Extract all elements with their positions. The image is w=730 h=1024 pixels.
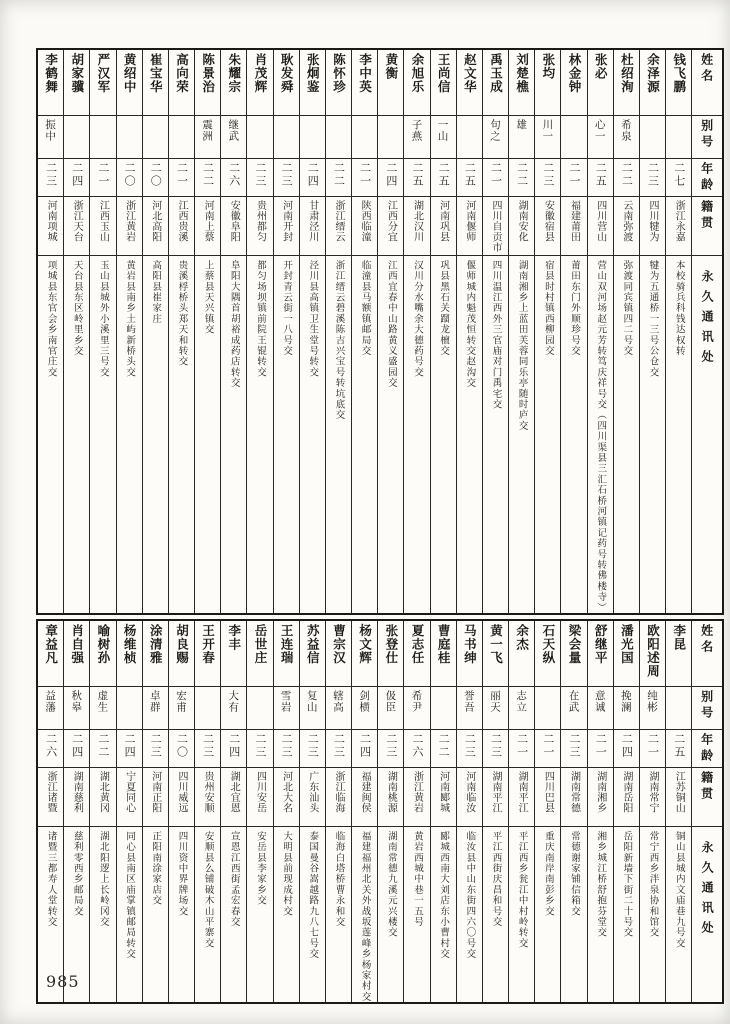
person-age: 二一 bbox=[594, 733, 608, 760]
person-name: 胡家骥 bbox=[69, 53, 85, 94]
person-age: 二七 bbox=[672, 162, 686, 188]
person-age: 二一 bbox=[175, 162, 189, 188]
person-address: 上蔡县天兴镇交 bbox=[202, 260, 214, 335]
person-alias: 子燕 bbox=[410, 119, 423, 142]
person-alias: 心一 bbox=[593, 119, 606, 142]
person-name: 马书绅 bbox=[462, 624, 478, 665]
person-column bbox=[220, 621, 246, 1002]
person-column bbox=[246, 621, 272, 1002]
person-column bbox=[142, 621, 168, 1002]
person-address: 常宁西乡泮泉协和馆交 bbox=[647, 831, 659, 939]
person-name: 李鹤舞 bbox=[43, 53, 59, 94]
person-alias: 继武 bbox=[227, 119, 240, 142]
person-name: 余泽源 bbox=[645, 53, 661, 94]
person-name: 李丰 bbox=[226, 624, 242, 652]
person-address: 常德谢家铺信箱交 bbox=[569, 831, 581, 917]
person-address: 临潼县马额镇邮局交 bbox=[359, 260, 371, 357]
person-age: 二三 bbox=[44, 162, 58, 188]
person-column bbox=[194, 621, 220, 1002]
person-column bbox=[508, 621, 534, 1002]
person-name: 高向荣 bbox=[174, 53, 190, 94]
person-column bbox=[246, 50, 272, 613]
person-column bbox=[220, 50, 246, 613]
person-origin: 四川犍为 bbox=[647, 200, 659, 242]
person-age: 二一 bbox=[515, 733, 529, 760]
person-alias: 剑横 bbox=[358, 690, 371, 714]
person-column bbox=[403, 50, 429, 613]
person-column bbox=[639, 621, 665, 1002]
person-column bbox=[639, 50, 665, 613]
person-origin: 江西玉山 bbox=[97, 200, 109, 242]
person-address: 项城县东官会乡南官庄交 bbox=[45, 260, 57, 378]
person-origin: 湖南安化 bbox=[516, 200, 528, 242]
person-column bbox=[534, 621, 560, 1002]
person-name: 梁会量 bbox=[567, 624, 583, 665]
header-column bbox=[691, 621, 722, 1002]
person-alias: 希尹 bbox=[410, 690, 423, 714]
person-age: 二五 bbox=[594, 162, 608, 188]
person-age: 二一 bbox=[568, 162, 582, 188]
person-column bbox=[560, 621, 586, 1002]
person-address: 平江西乡瓮江中村岭转交 bbox=[516, 831, 528, 949]
person-name: 苏益信 bbox=[305, 624, 321, 665]
person-origin: 贵州都匀 bbox=[254, 200, 266, 242]
person-alias: 复山 bbox=[305, 690, 318, 714]
person-origin: 江苏铜山 bbox=[673, 771, 685, 814]
person-age: 二四 bbox=[306, 162, 320, 188]
person-address: 巩县黑石关蹓龙檀交 bbox=[438, 260, 450, 357]
person-age: 二三 bbox=[280, 162, 294, 188]
person-address: 郾城西南大刘店东小曹村交 bbox=[438, 831, 450, 960]
person-address: 大明县前现成村交 bbox=[281, 831, 293, 917]
person-alias: 宏甫 bbox=[174, 690, 187, 714]
person-age: 二三 bbox=[541, 162, 555, 188]
person-column bbox=[116, 50, 142, 613]
person-alias: 卓群 bbox=[148, 690, 161, 714]
person-origin: 四川安岳 bbox=[254, 771, 266, 814]
person-origin: 河南偃师 bbox=[463, 200, 475, 242]
person-address: 同心县南区庙掌镇邮局转交 bbox=[124, 831, 136, 960]
person-alias: 希泉 bbox=[619, 119, 632, 142]
person-column bbox=[613, 621, 639, 1002]
person-origin: 湖南平江 bbox=[490, 771, 501, 814]
header-name: 姓名 bbox=[699, 53, 714, 85]
person-column bbox=[534, 50, 560, 613]
person-age: 二六 bbox=[44, 733, 58, 760]
person-name: 钱飞鹏 bbox=[671, 53, 687, 94]
person-origin: 江西贵溪 bbox=[175, 200, 187, 242]
person-address: 黄岩县南乡土屿新桥头交 bbox=[124, 260, 136, 378]
person-origin: 湖北宜恩 bbox=[228, 771, 240, 814]
person-origin: 湖南常宁 bbox=[647, 771, 659, 814]
person-name: 张均 bbox=[540, 53, 556, 80]
person-name: 黄绍中 bbox=[122, 53, 138, 94]
header-age: 年龄 bbox=[699, 162, 714, 194]
person-column bbox=[482, 50, 508, 613]
person-alias: 在武 bbox=[567, 690, 580, 714]
person-column bbox=[273, 50, 299, 613]
person-alias: 志立 bbox=[515, 690, 528, 714]
person-name: 李昆 bbox=[671, 624, 687, 652]
person-name: 崔宝华 bbox=[148, 53, 164, 94]
person-origin: 河北大名 bbox=[280, 771, 292, 814]
person-alias: 丽天 bbox=[489, 690, 501, 714]
person-column bbox=[116, 621, 142, 1002]
person-age: 二六 bbox=[410, 733, 424, 760]
person-name: 林金钟 bbox=[567, 53, 583, 94]
person-age: 二五 bbox=[410, 162, 424, 188]
person-age: 二一 bbox=[489, 162, 503, 188]
person-column bbox=[168, 50, 194, 613]
person-age: 二〇 bbox=[149, 162, 163, 188]
person-address: 天台县东区岭里乡交 bbox=[71, 260, 83, 357]
person-origin: 浙江天台 bbox=[71, 200, 83, 242]
person-column bbox=[299, 50, 325, 613]
header-origin: 籍贯 bbox=[699, 200, 714, 232]
person-address: 弥渡同宾镇四二号交 bbox=[621, 260, 633, 357]
person-origin: 宁夏同心 bbox=[123, 771, 135, 814]
person-age: 二一 bbox=[96, 162, 110, 188]
person-address: 平江西街庆昌和号交 bbox=[490, 831, 502, 928]
person-name: 黄衡 bbox=[383, 53, 399, 80]
person-column bbox=[560, 50, 586, 613]
person-alias: 振中 bbox=[44, 119, 57, 142]
person-origin: 湖北汉川 bbox=[411, 200, 423, 242]
person-name: 禹玉成 bbox=[488, 53, 504, 94]
person-address: 诸暨三都寿人堂转交 bbox=[45, 831, 57, 928]
person-origin: 四川营山 bbox=[594, 200, 606, 242]
person-name: 朱耀宗 bbox=[226, 53, 242, 94]
person-name: 耿发舜 bbox=[279, 53, 295, 94]
person-column bbox=[325, 50, 351, 613]
person-address: 黄岩西城中巷一五号 bbox=[411, 831, 423, 928]
roster-band-bottom bbox=[36, 619, 724, 1004]
person-origin: 安徽宿县 bbox=[542, 200, 554, 242]
person-age: 二〇 bbox=[175, 733, 189, 760]
person-address: 都匀场坝镇前院王锟转交 bbox=[254, 260, 266, 378]
person-address: 贵溪桴桥头郑天和转交 bbox=[176, 260, 188, 367]
person-address: 湖南常德九溪元兴楼交 bbox=[385, 831, 397, 939]
person-age: 二三 bbox=[280, 733, 294, 760]
person-alias: 震洲 bbox=[201, 119, 214, 142]
person-column bbox=[168, 621, 194, 1002]
person-origin: 浙江黄岩 bbox=[411, 771, 423, 814]
person-age: 二二 bbox=[96, 733, 110, 760]
person-address: 莆田东门外顺珍号交 bbox=[569, 260, 581, 357]
person-alias: 川一 bbox=[541, 119, 554, 142]
person-name: 严汉军 bbox=[95, 53, 111, 94]
person-address: 四川温江西外三官庙对门禹宅交 bbox=[490, 260, 502, 410]
person-column bbox=[482, 621, 508, 1002]
person-address: 阜阳大隅首胡裕成药店转交 bbox=[228, 260, 240, 389]
person-origin: 福建闽侯 bbox=[359, 771, 371, 814]
person-alias: 誉吾 bbox=[462, 690, 475, 714]
person-age: 二五 bbox=[463, 162, 477, 188]
person-origin: 四川巴县 bbox=[542, 771, 554, 814]
person-origin: 河南开封 bbox=[280, 200, 292, 242]
person-age: 二三 bbox=[306, 733, 320, 760]
person-column bbox=[63, 621, 89, 1002]
person-age: 二一 bbox=[358, 162, 372, 188]
person-origin: 浙江诸暨 bbox=[45, 771, 57, 814]
header-address: 永久通讯处 bbox=[700, 841, 715, 942]
header-name: 姓名 bbox=[699, 624, 714, 657]
header-alias: 别号 bbox=[699, 690, 714, 723]
person-origin: 湖南平江 bbox=[516, 771, 528, 814]
person-age: 二四 bbox=[123, 733, 137, 760]
person-name: 张登仕 bbox=[383, 624, 399, 665]
person-column bbox=[377, 50, 403, 613]
person-name: 李中英 bbox=[357, 53, 373, 94]
person-age: 二二 bbox=[201, 162, 215, 188]
header-alias: 别号 bbox=[699, 119, 714, 151]
person-address: 开封青云街一八号交 bbox=[281, 260, 293, 357]
person-origin: 贵州安顺 bbox=[202, 771, 214, 814]
person-name: 王连瑞 bbox=[279, 624, 295, 665]
person-column bbox=[38, 621, 63, 1002]
person-alias: 雄 bbox=[515, 119, 528, 131]
person-address: 正阳南涂家店交 bbox=[150, 831, 162, 907]
person-origin: 陕西临潼 bbox=[359, 200, 371, 242]
person-age: 二四 bbox=[70, 162, 84, 188]
person-name: 张必 bbox=[593, 53, 609, 80]
person-age: 二四 bbox=[620, 733, 634, 760]
person-origin: 河北高阳 bbox=[149, 200, 161, 242]
person-column bbox=[142, 50, 168, 613]
person-column bbox=[456, 50, 482, 613]
person-address: 湖南湘乡上蓝田芙蓉同乐亭随时庐交 bbox=[516, 260, 528, 432]
person-column bbox=[38, 50, 63, 613]
person-origin: 甘肃泾川 bbox=[306, 200, 318, 242]
person-name: 杨维桢 bbox=[122, 624, 138, 665]
header-age: 年龄 bbox=[699, 733, 714, 766]
person-column bbox=[89, 50, 115, 613]
person-name: 潘光国 bbox=[619, 624, 635, 665]
person-address: 营山双河场赵元芳转笃庆祥号交（四川渠县三汇石桥河镇记药号转佛楼寺） bbox=[595, 260, 607, 614]
person-name: 杜绍洵 bbox=[619, 53, 635, 94]
person-column bbox=[63, 50, 89, 613]
person-name: 欧阳述周 bbox=[645, 624, 661, 679]
person-origin: 浙江永嘉 bbox=[673, 200, 685, 242]
person-name: 曹庭桂 bbox=[436, 624, 452, 665]
person-name: 陈怀珍 bbox=[331, 53, 347, 94]
person-column bbox=[665, 50, 691, 613]
person-origin: 广东汕头 bbox=[306, 771, 318, 814]
person-column bbox=[377, 621, 403, 1002]
person-name: 余杰 bbox=[514, 624, 530, 652]
person-name: 王尚信 bbox=[436, 53, 452, 94]
person-alias: 句之 bbox=[489, 119, 501, 142]
person-age: 二三 bbox=[489, 733, 503, 760]
person-age: 二一 bbox=[646, 733, 660, 760]
person-age: 二六 bbox=[227, 162, 241, 188]
person-address: 宿县时村镇西柳园交 bbox=[542, 260, 554, 357]
person-origin: 福建莆田 bbox=[568, 200, 580, 242]
person-origin: 湖南岳阳 bbox=[620, 771, 632, 814]
person-column bbox=[351, 621, 377, 1002]
person-address: 临汝县中山东街四六〇号交 bbox=[464, 831, 476, 960]
person-origin: 四川威远 bbox=[175, 771, 187, 814]
person-age: 二二 bbox=[515, 162, 529, 188]
page-number: 985 bbox=[46, 972, 80, 991]
person-column bbox=[325, 621, 351, 1002]
person-address: 重庆南岸南彭乡交 bbox=[542, 831, 554, 917]
person-age: 二三 bbox=[149, 733, 163, 760]
person-column bbox=[299, 621, 325, 1002]
person-column bbox=[351, 50, 377, 613]
person-address: 泰国曼谷嵩越路九八七号交 bbox=[307, 831, 319, 960]
person-age: 二〇 bbox=[123, 162, 137, 188]
person-age: 二三 bbox=[384, 733, 398, 760]
person-age: 二五 bbox=[672, 733, 686, 760]
person-address: 宣恩江西街孟宏春交 bbox=[228, 831, 240, 928]
person-alias: 雪岩 bbox=[279, 690, 292, 714]
person-alias: 意诚 bbox=[593, 690, 606, 714]
person-name: 岳世庄 bbox=[252, 624, 268, 665]
person-column bbox=[613, 50, 639, 613]
person-name: 赵文华 bbox=[462, 53, 478, 94]
person-name: 黄一飞 bbox=[488, 624, 504, 665]
person-alias: 大有 bbox=[227, 690, 240, 714]
person-alias: 纯彬 bbox=[646, 690, 659, 714]
person-address: 湘乡城江桥舒抱芬堂交 bbox=[595, 831, 607, 939]
person-address: 慈利零西乡邮局交 bbox=[71, 831, 83, 917]
header-address: 永久通讯处 bbox=[700, 270, 715, 370]
person-name: 石天纵 bbox=[540, 624, 556, 665]
person-origin: 河南正阳 bbox=[149, 771, 161, 814]
person-name: 涂清雅 bbox=[148, 624, 164, 665]
person-column bbox=[456, 621, 482, 1002]
person-name: 喻树孙 bbox=[95, 624, 111, 665]
person-column bbox=[508, 50, 534, 613]
person-name: 杨文辉 bbox=[357, 624, 373, 665]
person-name: 刘楚樵 bbox=[514, 53, 530, 94]
person-age: 二三 bbox=[253, 733, 267, 760]
person-origin: 浙江黄岩 bbox=[123, 200, 135, 242]
person-alias: 秋皋 bbox=[70, 690, 83, 714]
person-address: 犍为五通桥一三号公仓交 bbox=[647, 260, 659, 378]
person-address: 本校骑兵科钱达权转 bbox=[673, 260, 685, 357]
person-age: 二二 bbox=[620, 162, 634, 188]
person-age: 二三 bbox=[646, 162, 660, 188]
person-name: 陈景治 bbox=[200, 53, 216, 94]
person-column bbox=[89, 621, 115, 1002]
person-origin: 湖南常德 bbox=[568, 771, 580, 814]
person-age: 二三 bbox=[568, 733, 582, 760]
person-column bbox=[430, 50, 456, 613]
person-column bbox=[194, 50, 220, 613]
person-name: 曹宗汉 bbox=[331, 624, 347, 665]
person-column bbox=[430, 621, 456, 1002]
person-address: 安顺县么铺破木山平寨交 bbox=[202, 831, 214, 949]
person-age: 二二 bbox=[437, 733, 451, 760]
person-name: 肖茂辉 bbox=[252, 53, 268, 94]
person-address: 高阳县崔家庄 bbox=[150, 260, 162, 325]
person-address: 浙江缙云碧溪陈吉兴宝号转坑底交 bbox=[333, 260, 345, 421]
person-origin: 湖北黄冈 bbox=[97, 771, 109, 814]
person-alias: 辖高 bbox=[331, 690, 344, 714]
person-age: 二五 bbox=[437, 162, 451, 188]
person-name: 肖自强 bbox=[69, 624, 85, 665]
person-address: 临海白塔桥曹永和交 bbox=[333, 831, 345, 928]
header-column bbox=[691, 50, 722, 613]
person-column bbox=[403, 621, 429, 1002]
person-origin: 安徽阜阳 bbox=[228, 200, 240, 242]
person-age: 二三 bbox=[463, 733, 477, 760]
person-column bbox=[587, 50, 613, 613]
person-address: 湖北阳逻上长岭冈交 bbox=[97, 831, 109, 928]
person-name: 胡良赐 bbox=[174, 624, 190, 665]
person-address: 江西宜春中山路黄义盛园交 bbox=[385, 260, 397, 389]
person-column bbox=[273, 621, 299, 1002]
person-age: 二二 bbox=[332, 162, 346, 188]
person-name: 夏志任 bbox=[409, 624, 425, 665]
person-origin: 河南巩县 bbox=[437, 200, 449, 242]
person-name: 舒继平 bbox=[593, 624, 609, 665]
person-address: 铜山县城内文庙巷九号交 bbox=[673, 831, 685, 949]
person-age: 二四 bbox=[384, 162, 398, 188]
person-origin: 河南郾城 bbox=[437, 771, 449, 814]
person-column bbox=[587, 621, 613, 1002]
person-alias: 伋臣 bbox=[384, 690, 397, 714]
roster-band-top bbox=[36, 48, 724, 615]
person-name: 王开春 bbox=[200, 624, 216, 665]
person-age: 二一 bbox=[541, 733, 555, 760]
person-origin: 河南上蔡 bbox=[202, 200, 214, 242]
person-address: 安岳县李家乡交 bbox=[254, 831, 266, 907]
person-origin: 浙江缙云 bbox=[332, 200, 344, 242]
header-origin: 籍贯 bbox=[699, 771, 714, 804]
person-address: 福建福州北关外战坂莲峰乡杨家村交 bbox=[359, 831, 371, 1003]
person-address: 汉川分水嘴余大德药号交 bbox=[411, 260, 423, 378]
person-age: 二三 bbox=[332, 733, 346, 760]
person-origin: 云南弥渡 bbox=[620, 200, 632, 242]
person-age: 二三 bbox=[201, 733, 215, 760]
person-name: 张炯鉴 bbox=[305, 53, 321, 94]
person-alias: 一山 bbox=[436, 119, 449, 142]
person-address: 偃师城内魁茂恒转交赵沟交 bbox=[464, 260, 476, 389]
person-origin: 河南临汝 bbox=[463, 771, 475, 814]
person-origin: 江西分宜 bbox=[385, 200, 397, 242]
person-alias: 挽澜 bbox=[619, 690, 632, 714]
person-origin: 浙江临海 bbox=[332, 771, 344, 814]
person-age: 二三 bbox=[253, 162, 267, 188]
person-address: 岳阳新墙下街二十号交 bbox=[621, 831, 633, 939]
person-address: 玉山县城外小溪里三号交 bbox=[97, 260, 109, 378]
person-age: 二四 bbox=[358, 733, 372, 760]
person-alias: 益藩 bbox=[44, 690, 57, 714]
person-address: 泾川县高镇卫生堂号转交 bbox=[307, 260, 319, 378]
person-address: 四川资中界牌场交 bbox=[176, 831, 188, 917]
person-origin: 四川自贡市 bbox=[490, 200, 501, 253]
person-origin: 湖南桃源 bbox=[385, 771, 397, 814]
person-origin: 湖南慈利 bbox=[71, 771, 83, 814]
person-age: 二四 bbox=[70, 733, 84, 760]
person-name: 余旭乐 bbox=[409, 53, 425, 94]
person-origin: 河南项城 bbox=[45, 200, 57, 242]
person-age: 二四 bbox=[227, 733, 241, 760]
person-name: 章益凡 bbox=[43, 624, 59, 665]
person-alias: 虚生 bbox=[96, 690, 109, 714]
person-column bbox=[665, 621, 691, 1002]
person-origin: 湖南湘乡 bbox=[594, 771, 606, 814]
